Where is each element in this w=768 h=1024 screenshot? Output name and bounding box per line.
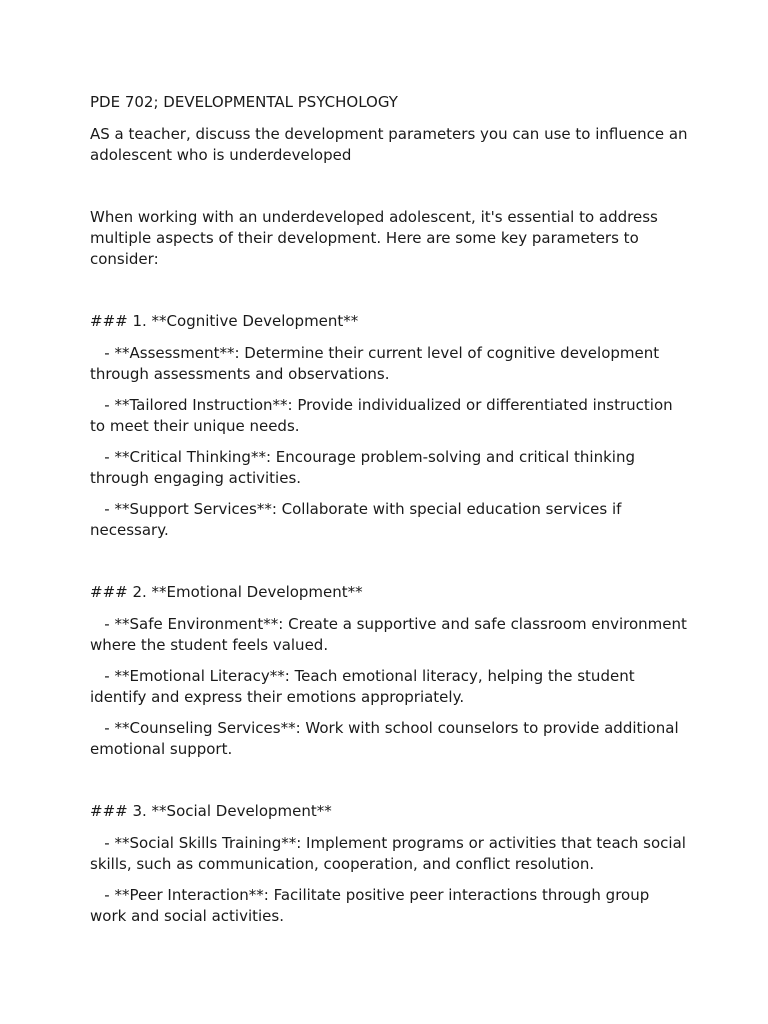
document-title: PDE 702; DEVELOPMENTAL PSYCHOLOGY [90,93,398,111]
bullet-prefix: - [90,834,115,852]
bullet-prefix: - [90,719,115,737]
list-item-text: **Peer Interaction**: Facilitate positive peer interactions through group work and social activities. [90,886,650,925]
document-page [90,92,690,937]
list-item-text: **Tailored Instruction**: Provide individualized or differentiated instruction to meet their unique needs. [90,396,673,435]
spacer [90,280,690,311]
list-item [90,447,690,489]
list-item-text: **Social Skills Training**: Implement programs or activities that teach social skills, such as communication, cooperation, and conflict resolution. [90,834,686,873]
list-item [90,718,690,760]
section-heading-cognitive: ### 1. **Cognitive Development** [90,312,359,330]
section-heading-emotional: ### 2. **Emotional Development** [90,583,363,601]
list-item [90,885,690,927]
list-item-text: **Safe Environment**: Create a supportive and safe classroom environment where the student feels valued. [90,615,687,654]
list-item [90,614,690,656]
list-item [90,395,690,437]
list-item-text: **Critical Thinking**: Encourage problem-solving and critical thinking through engaging activities. [90,448,635,487]
bullet-prefix: - [90,886,115,904]
bullet-prefix: - [90,396,115,414]
bullet-prefix: - [90,500,115,518]
bullet-prefix: - [90,615,115,633]
list-item [90,666,690,708]
question-text: AS a teacher, discuss the development parameters you can use to influence an adolescent who is underdeveloped [90,125,688,164]
list-item [90,833,690,875]
spacer [90,176,690,207]
intro-text: When working with an underdeveloped adolescent, it's essential to address multiple aspects of their development. Here are some key parameters to consider: [90,208,658,268]
list-item-text: **Assessment**: Determine their current level of cognitive development through assessments and observations. [90,344,660,383]
list-item-text: **Counseling Services**: Work with school counselors to provide additional emotional support. [90,719,679,758]
list-item [90,343,690,385]
bullet-prefix: - [90,448,115,466]
spacer [90,551,690,582]
list-item-text: **Emotional Literacy**: Teach emotional literacy, helping the student identify and express their emotions appropriately. [90,667,635,706]
bullet-prefix: - [90,344,115,362]
section-heading-social: ### 3. **Social Development** [90,802,332,820]
list-item [90,499,690,541]
spacer [90,770,690,801]
list-item-text: **Support Services**: Collaborate with special education services if necessary. [90,500,622,539]
bullet-prefix: - [90,667,115,685]
